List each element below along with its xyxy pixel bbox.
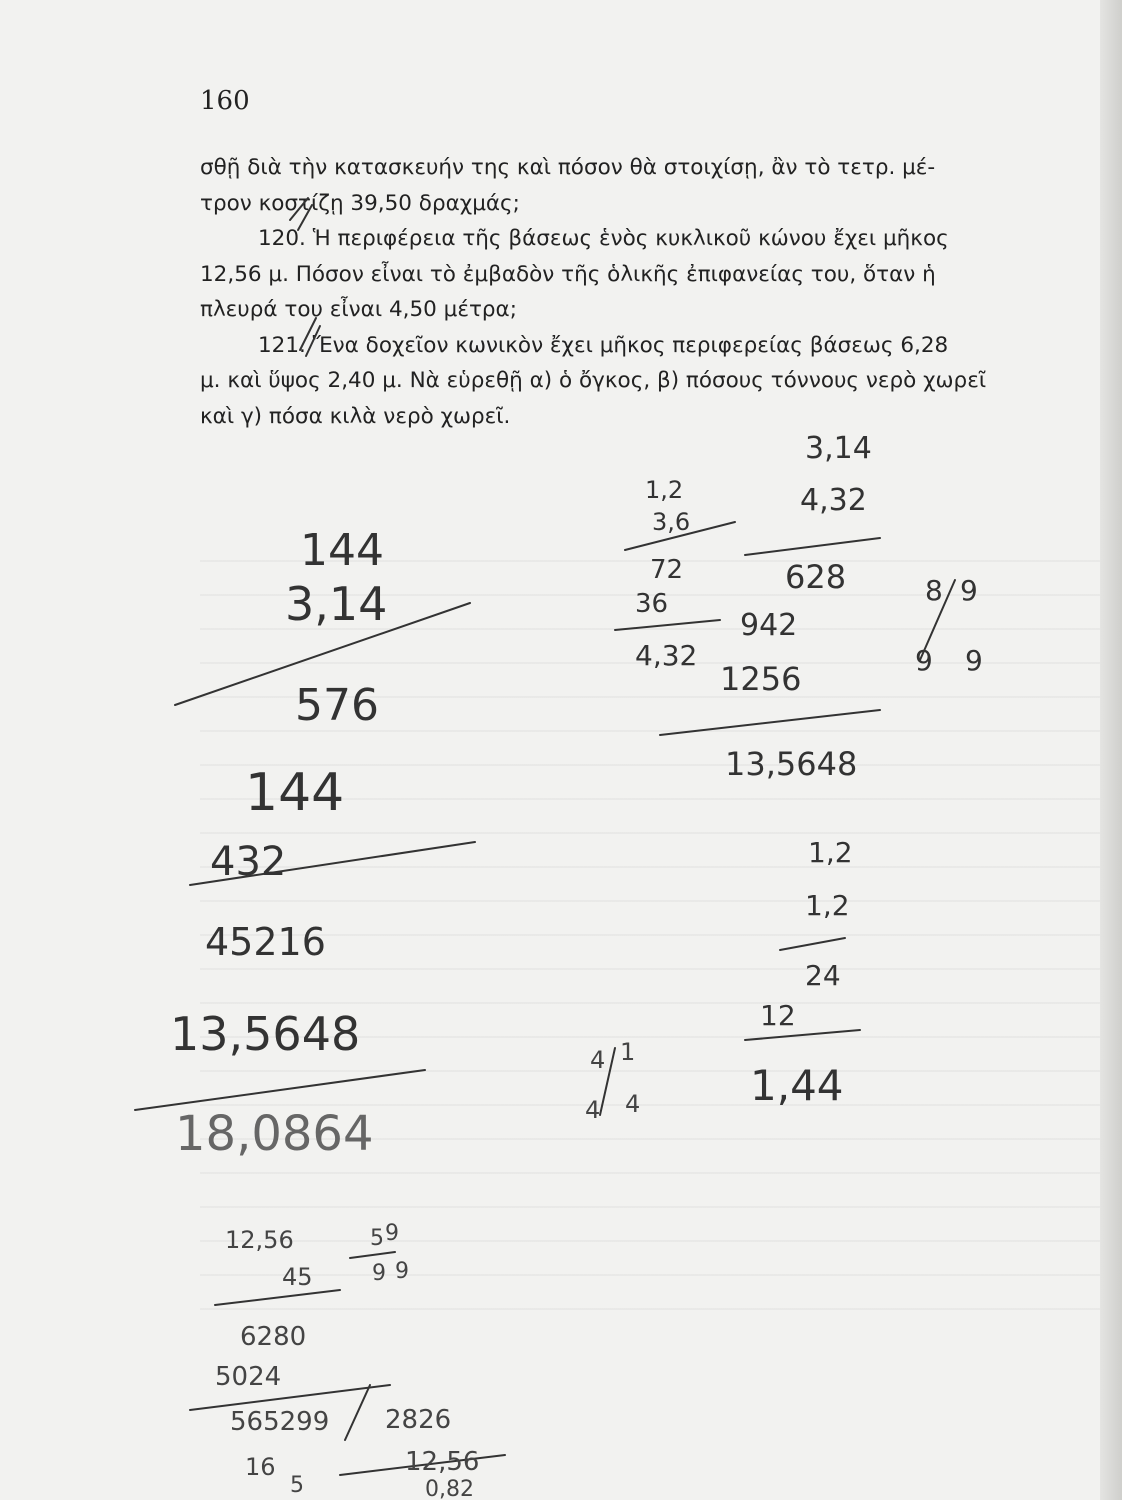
- bottom-right-calculation: [385, 1405, 479, 1500]
- right-fraction: [915, 574, 983, 677]
- fraction-bar: [350, 1252, 395, 1258]
- hw-number: 13,5648: [170, 1007, 361, 1061]
- hw-number: 3,14: [285, 577, 388, 631]
- text-line: πλευρά του εἶναι 4,50 μέτρα;: [200, 297, 517, 322]
- hw-number: 24: [805, 959, 841, 992]
- hw-number: 12,56: [225, 1226, 294, 1254]
- hw-digit: 9: [372, 1261, 386, 1286]
- text-line: σθῇ διὰ τὴν κατασκευήν της καὶ πόσον θὰ στοιχίσῃ, ἂν τὸ τετρ. μέ-: [200, 155, 936, 180]
- page-number: 160: [200, 86, 250, 116]
- hw-number: 18,0864: [175, 1106, 374, 1162]
- bottom-left-calculation: [215, 1226, 329, 1498]
- hw-number: 628: [785, 558, 847, 596]
- hw-number: 144: [245, 763, 345, 823]
- hw-digit: 9: [385, 1221, 399, 1246]
- hw-number: 1256: [720, 660, 802, 698]
- hw-number: 13,5648: [725, 745, 858, 783]
- text-line: μ. καὶ ὕψος 2,40 μ. Νὰ εὑρεθῇ α) ὁ ὄγκος, β) πόσους τόννους νερὸ χωρεῖ: [200, 368, 987, 393]
- right-multiplication: [720, 431, 872, 783]
- left-multiplication: [170, 525, 387, 1162]
- hw-number: 4,32: [635, 639, 698, 672]
- hw-digit: 4: [625, 1090, 641, 1118]
- center-multiplication: [635, 476, 697, 672]
- rule-line: [615, 620, 720, 630]
- text-line: τρον κοστίζῃ 39,50 δραχμάς;: [200, 190, 520, 216]
- small-fraction: [585, 1038, 640, 1124]
- hw-number: 1,2: [805, 889, 850, 922]
- rule-line: [215, 1290, 340, 1305]
- hw-digit: 9: [915, 644, 933, 677]
- hw-number: 1,2: [808, 836, 853, 869]
- hw-number: 1,44: [750, 1061, 844, 1110]
- hw-digit: 1: [620, 1038, 636, 1066]
- rule-line: [745, 538, 880, 555]
- hw-number: 45: [282, 1263, 313, 1291]
- hw-number: 565299: [230, 1407, 330, 1437]
- hw-number: 3,6: [652, 508, 691, 536]
- rule-line: [135, 1070, 425, 1110]
- hw-number: 5: [290, 1473, 304, 1498]
- division-bracket: [345, 1385, 370, 1440]
- text-line: 12,56 μ. Πόσον εἶναι τὸ ἐμβαδὸν τῆς ὁλικῆς ἐπιφανείας του, ὅταν ἡ: [200, 261, 936, 287]
- hw-number: 12,56: [405, 1447, 480, 1477]
- hw-digit: 9: [960, 574, 978, 607]
- hw-number: 432: [210, 839, 287, 885]
- hw-digit: 4: [590, 1046, 606, 1074]
- text-line: 120. Ἡ περιφέρεια τῆς βάσεως ἑνὸς κυκλικοῦ κώνου ἔχει μῆκος: [258, 226, 949, 251]
- hw-number: 72: [650, 555, 684, 585]
- hw-number: 576: [295, 680, 379, 731]
- hw-number: 16: [245, 1453, 276, 1481]
- hw-digit: 9: [395, 1259, 409, 1284]
- hw-digit: 5: [370, 1226, 384, 1251]
- hw-number: 2826: [385, 1405, 452, 1435]
- hw-number: 36: [635, 589, 669, 619]
- check-mark-121: [300, 318, 320, 356]
- rule-line: [660, 710, 880, 735]
- hw-number: 0,82: [425, 1477, 474, 1500]
- hw-number: 6280: [240, 1322, 307, 1352]
- text-line: καὶ γ) πόσα κιλὰ νερὸ χωρεῖ.: [200, 403, 511, 429]
- hw-number: 45216: [205, 920, 326, 964]
- center-lower-multiplication: [750, 836, 853, 1110]
- rule-line: [780, 938, 845, 950]
- hw-digit: 9: [965, 644, 983, 677]
- hw-digit: 8: [925, 574, 943, 607]
- hw-number: 144: [300, 525, 384, 576]
- hw-number: 4,32: [800, 483, 867, 518]
- hw-number: 3,14: [805, 431, 872, 466]
- hw-digit: 4: [585, 1096, 601, 1124]
- hw-number: 12: [760, 999, 796, 1032]
- hw-number: 5024: [215, 1362, 282, 1392]
- check-mark-120: [290, 198, 312, 230]
- text-line: 121. Ἕνα δοχεῖον κωνικὸν ἔχει μῆκος περιφερείας βάσεως 6,28: [258, 332, 949, 358]
- hw-number: 1,2: [645, 476, 684, 504]
- hw-number: 942: [740, 608, 798, 643]
